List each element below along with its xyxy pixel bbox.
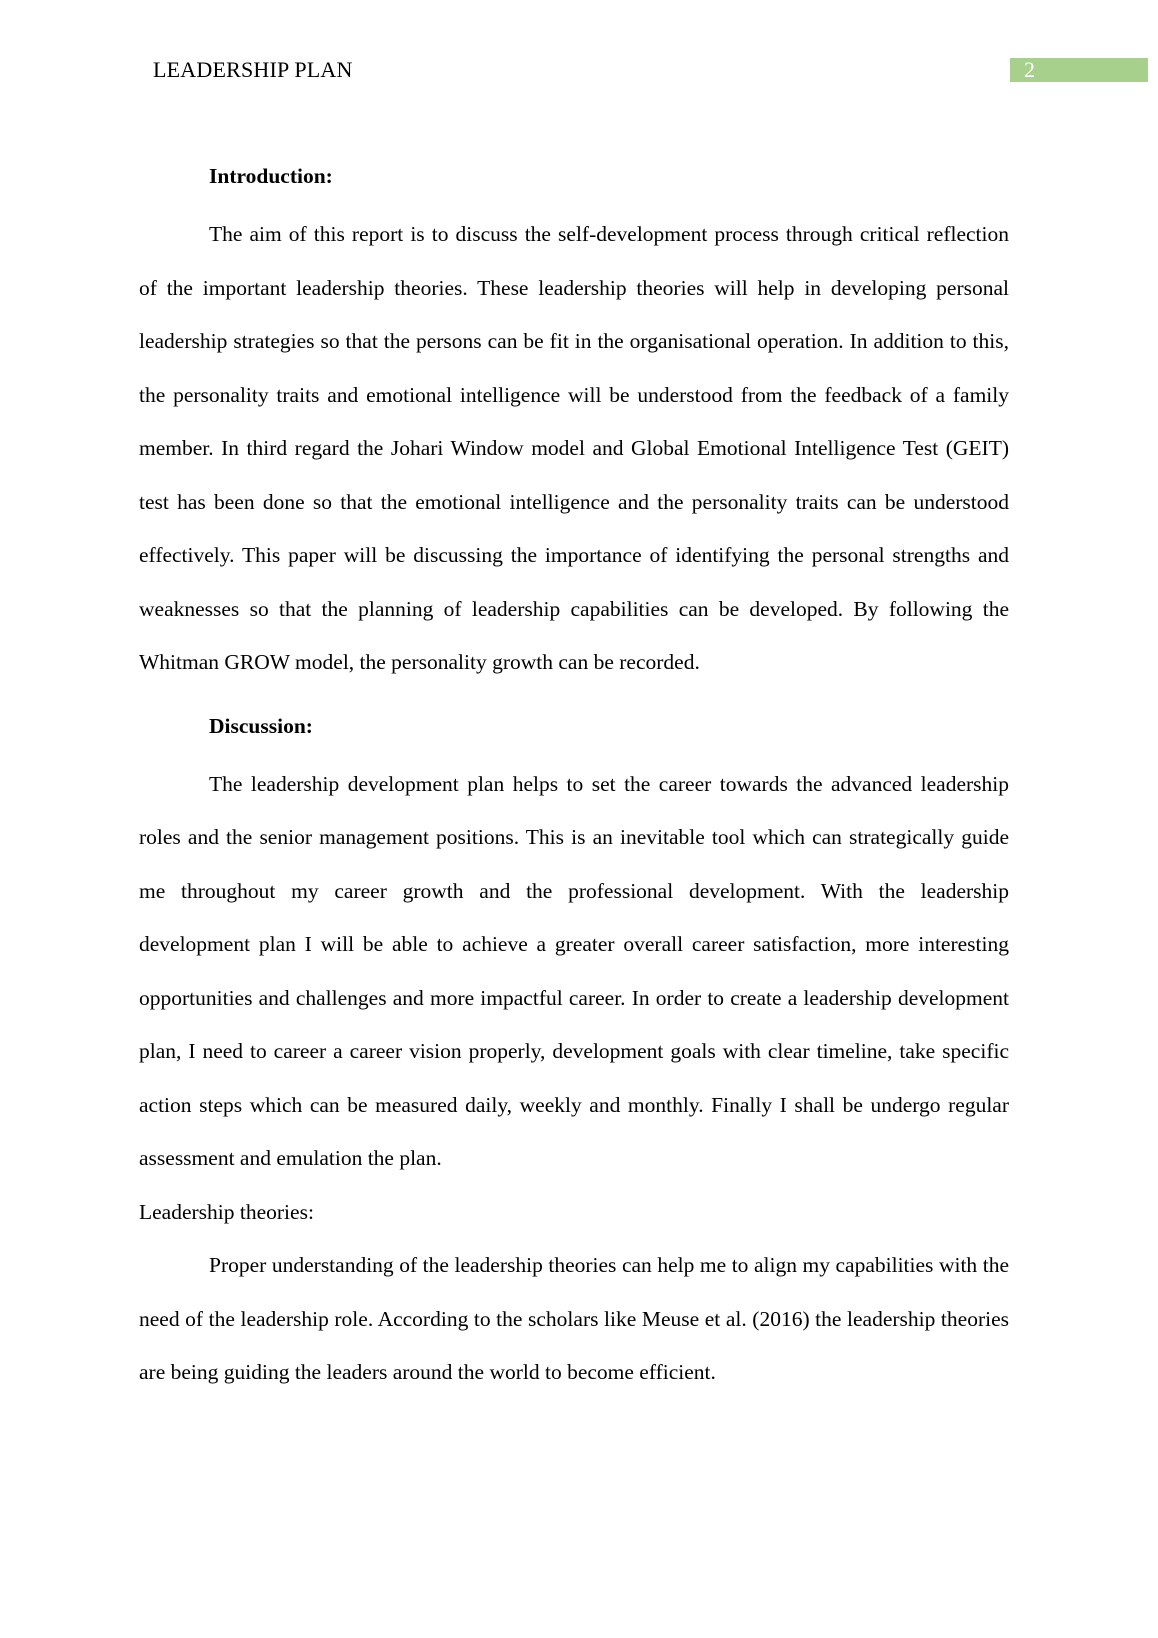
document-body <box>139 158 1009 1400</box>
introduction-heading: Introduction: <box>209 164 333 188</box>
discussion-heading: Discussion: <box>209 713 313 738</box>
page-number-badge <box>1010 58 1148 82</box>
page-number: 2 <box>1024 57 1035 82</box>
introduction-paragraph: The aim of this report is to discuss the self-development process through critical reflection of the important leadership theories. These leadership theories will help in developing personal leadership strategies so that the persons can be fit in the organisational operation. In addition to this, the personality traits and emotional intelligence will be understood from the feedback of a family member. In third regard the Johari Window model and Global Emotional Intelligence Test (GEIT) test has been done so that the emotional intelligence and the personality traits can be understood effectively. This paper will be discussing the importance of identifying the personal strengths and weaknesses so that the planning of leadership capabilities can be developed. By following the Whitman GROW model, the personality growth can be recorded. <box>139 222 1009 674</box>
leadership-theories-paragraph: Proper understanding of the leadership theories can help me to align my capabilities with the need of the leadership role. According to the scholars like Meuse et al. (2016) the leadership theories are being guiding the leaders around the world to become efficient. <box>139 1253 1009 1384</box>
running-head: LEADERSHIP PLAN <box>153 57 353 82</box>
discussion-paragraph: The leadership development plan helps to set the career towards the advanced leadership roles and the senior management positions. This is an inevitable tool which can strategically guide me throughout my career growth and the professional development. With the leadership development plan I will be able to achieve a greater overall career satisfaction, more interesting opportunities and challenges and more impactful career. In order to create a leadership development plan, I need to career a career vision properly, development goals with clear timeline, take specific action steps which can be measured daily, weekly and monthly. Finally I shall be undergo regular assessment and emulation the plan. <box>139 771 1009 1170</box>
leadership-theories-heading: Leadership theories: <box>139 1199 314 1224</box>
